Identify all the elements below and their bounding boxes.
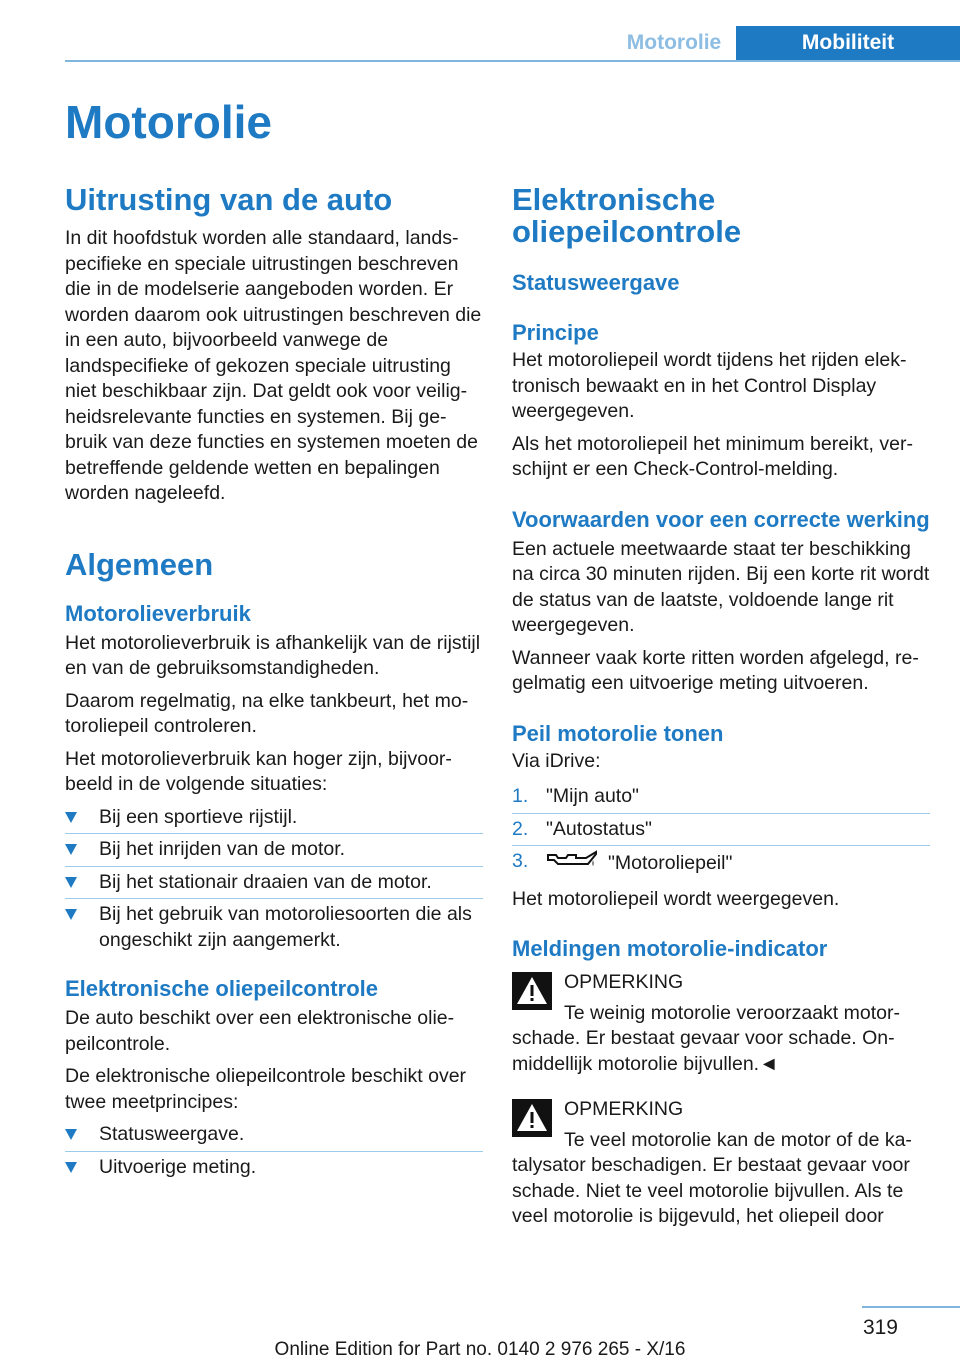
warning-body-1: Te weinig motorolie veroorzaakt motor-schade. Er bestaat gevaar voor schade. On-middellijk motorolie bijvullen.◄: [512, 1001, 900, 1075]
step-text: "Autostatus": [546, 817, 652, 840]
list-item-text: Bij het inrijden van de motor.: [99, 838, 346, 860]
step-text: "Motoroliepeil": [608, 851, 733, 874]
paragraph-electronic-1: De auto beschikt over een elektronische olie-peilcontrole.: [65, 1007, 455, 1055]
left-column: [65, 184, 483, 1183]
warning-note-1: [512, 970, 930, 996]
heading-electronic-right: Elektronische oliepeilcontrole: [512, 182, 742, 249]
principles-list: [65, 1119, 483, 1183]
list-item: [65, 1119, 483, 1152]
list-item-text: Bij een sportieve rijstijl.: [99, 805, 298, 828]
paragraph-equipment: In dit hoofdstuk worden alle standaard, lands-pecifieke en speciale uitrustingen beschreven die in de modelserie aangeboden worden. Er worden daarom ook uitrustingen beschreven die in een auto, bijvoorbeeld vanwege de landspecifieke of gekozen speciale uitrusting niet beschikbaar zijn. Dat geldt ook voor veilig-heidsrelevante functies en systemen. Bij ge-bruik van deze functies en systemen moeten de betreffende geldende wetten en bepalingen worden nageleefd.: [65, 227, 482, 504]
list-item-text: Bij het stationair draaien van de motor.: [99, 870, 432, 893]
paragraph-consumption-2: Daarom regelmatig, na elke tankbeurt, het mo-toroliepeil controleren.: [65, 689, 469, 737]
step-number: 1.: [512, 785, 529, 807]
list-item: [512, 814, 930, 847]
list-item: [65, 1152, 483, 1184]
heading-principle: Principe: [512, 320, 599, 345]
paragraph-principle-2: Als het motoroliepeil het minimum bereikt, ver-schijnt er een Check-Control-melding.: [512, 432, 913, 480]
situations-list: [65, 802, 483, 957]
page-title: Motorolie: [65, 96, 272, 148]
list-item: [512, 781, 930, 814]
triangle-right-icon: [65, 844, 77, 855]
step-number: 2.: [512, 817, 529, 840]
list-item: [65, 802, 483, 835]
oil-can-icon: [546, 849, 598, 879]
heading-electronic-left: Elektronische oliepeilcontrole: [65, 976, 378, 1001]
header-rule: [65, 60, 960, 62]
triangle-right-icon: [65, 909, 77, 920]
footer-edition: Online Edition for Part no. 0140 2 976 265 - X/16: [274, 1339, 686, 1360]
paragraph-principle-1: Het motoroliepeil wordt tijdens het rijden elek-tronisch bewaakt en in het Control Display weergegeven.: [512, 349, 907, 422]
paragraph-consumption-3: Het motorolieverbruik kan hoger zijn, bijvoor-beeld in de volgende situaties:: [65, 747, 452, 795]
heading-consumption: Motorolieverbruik: [65, 600, 251, 626]
heading-equipment: Uitrusting van de auto: [65, 182, 393, 217]
list-item: [65, 867, 483, 900]
step-number: 3.: [512, 850, 529, 872]
steps-list: [512, 781, 930, 882]
warning-heading: OPMERKING: [564, 971, 684, 993]
heading-show-level: Peil motorolie tonen: [512, 720, 724, 746]
heading-general: Algemeen: [65, 546, 214, 582]
list-item: [512, 846, 930, 882]
warning-heading: OPMERKING: [564, 1098, 684, 1120]
page-number: 319: [862, 1316, 898, 1339]
step-text: "Mijn auto": [546, 785, 639, 807]
warning-body-2: Te veel motorolie kan de motor of de ka-talysator beschadigen. Er bestaat gevaar voor schade. Niet te veel motorolie bijvullen. Als te veel motorolie is bijgevuld, het oliepeil door: [512, 1128, 912, 1227]
header-tab-motorolie: Motorolie: [626, 31, 722, 54]
warning-triangle-icon: [512, 972, 552, 1010]
list-item: [65, 899, 483, 956]
list-item-text: Bij het gebruik van motoroliesoorten die als ongeschikt zijn aangemerkt.: [99, 903, 472, 951]
triangle-right-icon: [65, 877, 77, 888]
triangle-right-icon: [65, 1129, 77, 1140]
list-item-text: Uitvoerige meting.: [99, 1155, 257, 1178]
heading-messages: Meldingen motorolie-indicator: [512, 936, 828, 961]
footer-rule: [862, 1306, 960, 1308]
heading-status: Statusweergave: [512, 270, 680, 295]
paragraph-conditions-1: Een actuele meetwaarde staat ter beschikking na circa 30 minuten rijden. Bij een korte rit wordt de status van de laatste, voldoende lange rit weergegeven.: [512, 537, 930, 636]
triangle-right-icon: [65, 812, 77, 823]
right-column: [512, 184, 930, 1230]
warning-triangle-icon: [512, 1099, 552, 1137]
header-tab-mobiliteit: Mobiliteit: [736, 26, 960, 62]
paragraph-consumption-1: Het motorolieverbruik is afhankelijk van de rijstijl en van de gebruiksomstandigheden.: [65, 631, 481, 679]
list-item-text: Statusweergave.: [99, 1123, 245, 1145]
paragraph-level-shown: Het motoroliepeil wordt weergegeven.: [512, 887, 840, 910]
warning-note-2: [512, 1097, 930, 1123]
heading-conditions: Voorwaarden voor een correcte werking: [512, 506, 930, 532]
paragraph-via-idrive: Via iDrive:: [512, 749, 601, 772]
paragraph-conditions-2: Wanneer vaak korte ritten worden afgelegd, re-gelmatig een uitvoerige meting uitvoeren.: [512, 646, 919, 694]
triangle-right-icon: [65, 1162, 77, 1173]
paragraph-electronic-2: De elektronische oliepeilcontrole beschikt over twee meetprincipes:: [65, 1065, 467, 1113]
list-item: [65, 834, 483, 867]
